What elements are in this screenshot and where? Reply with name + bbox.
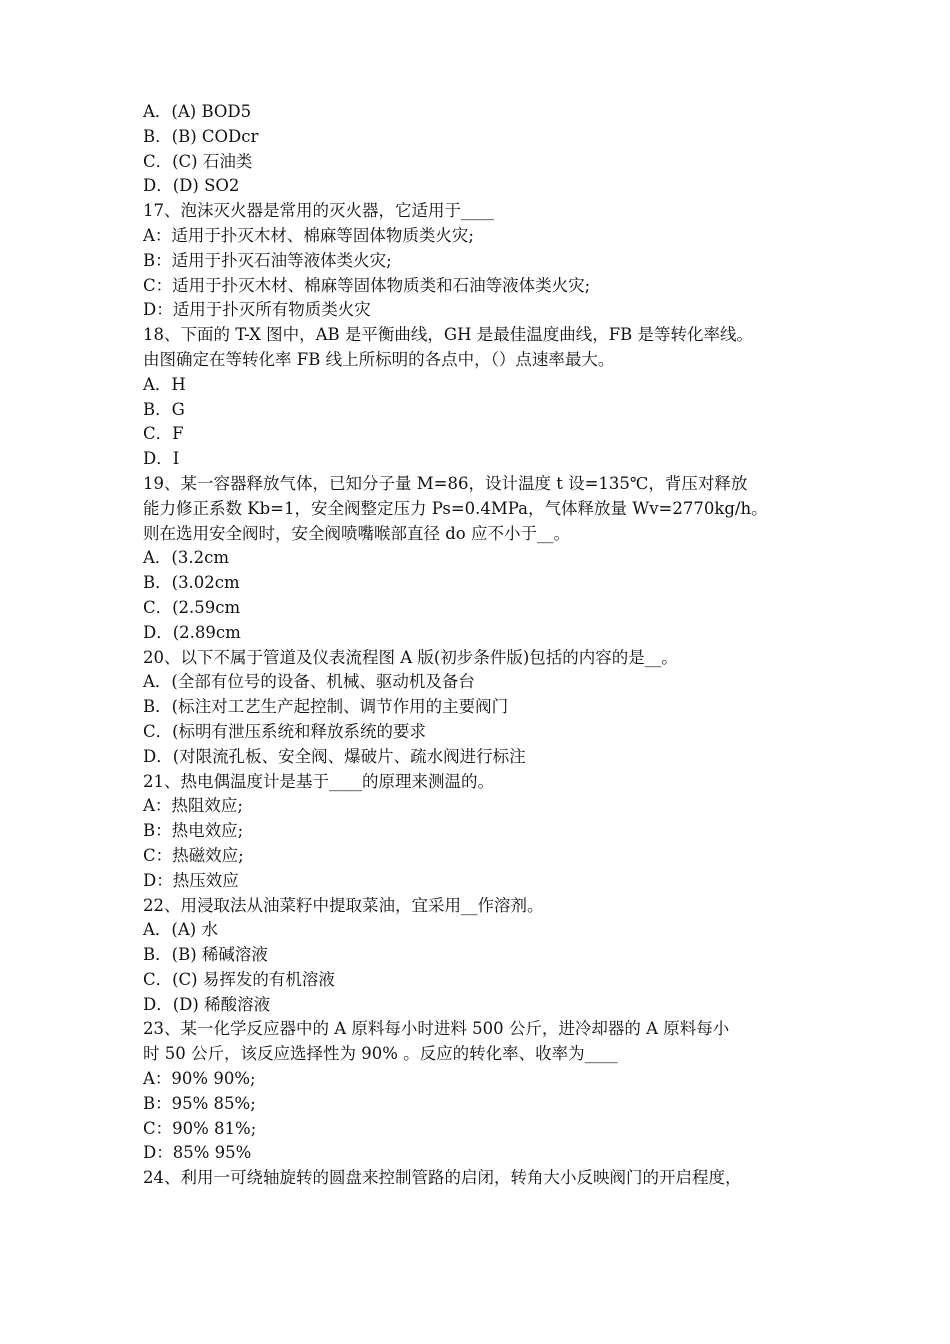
option-line: B：适用于扑灭石油等液体类火灾; bbox=[143, 250, 392, 270]
option-line: C．(2.59cm bbox=[143, 597, 241, 617]
option-line: B．(B) CODcr bbox=[143, 126, 259, 146]
option-line: A：90% 90%; bbox=[143, 1069, 256, 1089]
option-line: B．(标注对工艺生产起控制、调节作用的主要阀门 bbox=[143, 697, 509, 717]
option-line: C．F bbox=[143, 424, 184, 444]
option-line: C：90% 81%; bbox=[143, 1118, 257, 1138]
option-line: B．G bbox=[143, 399, 185, 419]
option-line: B．(B) 稀碱溶液 bbox=[143, 945, 268, 965]
option-line: A．(A) 水 bbox=[143, 920, 218, 940]
option-line: D．(2.89cm bbox=[143, 622, 241, 642]
option-line: A．(A) BOD5 bbox=[143, 102, 252, 121]
option-line: A：热阻效应; bbox=[143, 796, 243, 816]
option-line: C：热磁效应; bbox=[143, 845, 244, 865]
option-line: B．(3.02cm bbox=[143, 573, 240, 593]
option-line: D．(D) 稀酸溶液 bbox=[143, 994, 271, 1014]
document-page bbox=[143, 100, 808, 1191]
option-line: D．I bbox=[143, 449, 180, 469]
question-line: 23、某一化学反应器中的 A 原料每小时进料 500 公斤，进冷却器的 A 原料每小 bbox=[143, 1019, 730, 1039]
option-line: C．(C) 石油类 bbox=[143, 151, 253, 171]
option-line: D：85% 95% bbox=[143, 1143, 252, 1163]
option-line: C．(C) 易挥发的有机溶液 bbox=[143, 969, 335, 989]
option-line: B：热电效应; bbox=[143, 821, 244, 841]
question-line: 17、泡沫灭火器是常用的灭火器，它适用于____ bbox=[143, 201, 494, 221]
question-line: 能力修正系数 Kb=1，安全阀整定压力 Ps=0.4MPa，气体释放量 Wv=2770kg/h。 bbox=[143, 498, 768, 518]
option-line: C．(标明有泄压系统和释放系统的要求 bbox=[143, 721, 427, 741]
option-line: D．(D) SO2 bbox=[143, 176, 240, 196]
option-line: B：95% 85%; bbox=[143, 1093, 256, 1113]
option-line: A．(3.2cm bbox=[143, 548, 229, 568]
option-line: C：适用于扑灭木材、棉麻等固体物质类和石油等液体类火灾; bbox=[143, 275, 591, 295]
option-line: D．(对限流孔板、安全阀、爆破片、疏水阀进行标注 bbox=[143, 746, 526, 766]
option-line: D：适用于扑灭所有物质类火灾 bbox=[143, 300, 371, 320]
option-line: A：适用于扑灭木材、棉麻等固体物质类火灾; bbox=[143, 225, 474, 245]
question-line: 21、热电偶温度计是基于____的原理来测温的。 bbox=[143, 771, 494, 791]
question-line: 18、下面的 T-X 图中，AB 是平衡曲线，GH 是最佳温度曲线，FB 是等转化率线。 bbox=[143, 325, 754, 345]
question-line: 时 50 公斤，该反应选择性为 90% 。反应的转化率、收率为____ bbox=[143, 1044, 618, 1064]
option-line: D：热压效应 bbox=[143, 870, 239, 890]
question-line: 19、某一容器释放气体，已知分子量 M=86，设计温度 t 设=135℃，背压对释放 bbox=[143, 473, 748, 493]
question-line: 20、以下不属于管道及仪表流程图 A 版(初步条件版)包括的内容的是__。 bbox=[143, 647, 678, 667]
option-line: A．(全部有位号的设备、机械、驱动机及备台 bbox=[143, 672, 475, 692]
question-line: 24、利用一可绕轴旋转的圆盘来控制管路的启闭，转角大小反映阀门的开启程度， bbox=[143, 1168, 742, 1188]
option-line: A．H bbox=[143, 374, 186, 394]
question-line: 则在选用安全阀时，安全阀喷嘴喉部直径 do 应不小于__。 bbox=[143, 523, 570, 543]
question-line: 22、用浸取法从油菜籽中提取菜油，宜采用__作溶剂。 bbox=[143, 895, 544, 915]
question-line: 由图确定在等转化率 FB 线上所标明的各点中，（）点速率最大。 bbox=[143, 349, 615, 369]
